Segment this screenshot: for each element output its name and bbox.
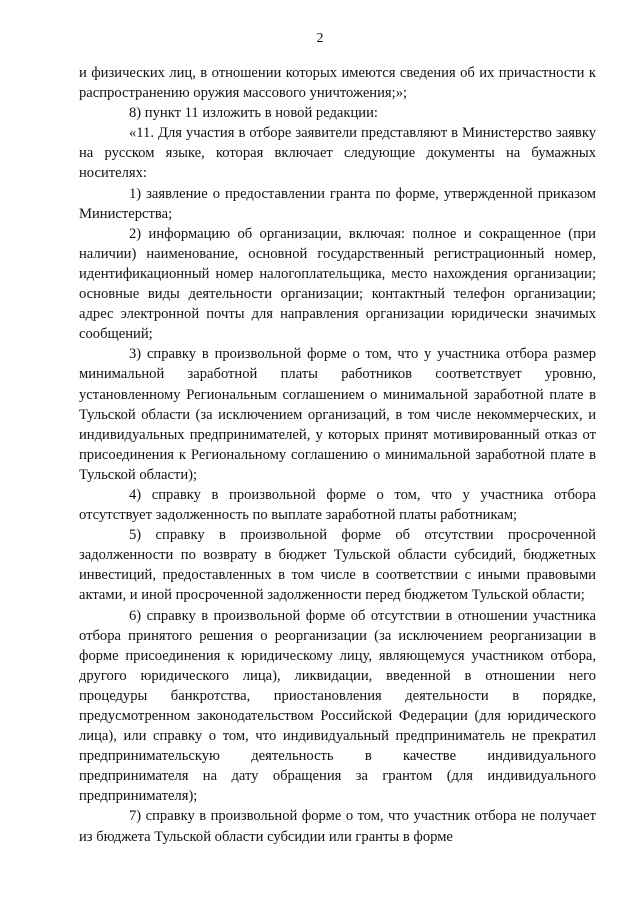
- paragraph-subitem-3: 3) справку в произвольной форме о том, что у участника отбора размер минимальной заработной платы работников соответствует уровню, установленному Региональным соглашением о минимальной заработной плате в Тульской области (за исключением организаций, в том числе некоммерческих, и индивидуальных предпринимателей, у которых принят мотивированный отказ от присоединения к Региональному соглашению о минимальной заработной плате в Тульской области);: [79, 346, 596, 483]
- paragraph-subitem-4: 4) справку в произвольной форме о том, что у участника отбора отсутствует задолженность по выплате заработной платы работникам;: [79, 486, 596, 524]
- paragraph-subitem-5: 5) справку в произвольной форме об отсутствии просроченной задолженности по возврату в бюджет Тульской области субсидий, бюджетных инвестиций, предоставленных в том числе в соответствии с иными правовыми актами, и иной просроченной задолженности перед бюджетом Тульской области;: [79, 527, 596, 604]
- paragraph-item-8: 8) пункт 11 изложить в новой редакции:: [129, 105, 378, 122]
- paragraph-subitem-2: 2) информацию об организации, включая: полное и сокращенное (при наличии) наименование, основной государственный регистрационный номер, идентификационный номер налогоплательщика, место нахождения организации; основные виды деятельности организации; контактный телефон организации; адрес электронной почты для направления организации юридически значимых сообщений;: [79, 225, 596, 343]
- page-number: 2: [316, 31, 324, 46]
- paragraph-subitem-6: 6) справку в произвольной форме об отсутствии в отношении участника отбора принятого решения о реорганизации (за исключением реорганизации в форме присоединения к юридическому лицу, являющемуся участником отбора, другого юридического лица), ликвидации, введенной в отношении него процедуры банкротства, приостановления деятельности в порядке, предусмотренном законодательством Российской Федерации (для юридического лица), или справку о том, что индивидуальный предприниматель не прекратил предпринимательскую деятельность в качестве индивидуального предпринимателя на дату обращения за грантом (для индивидуального предпринимателя);: [79, 607, 596, 805]
- paragraph-subitem-1: 1) заявление о предоставлении гранта по форме, утвержденной приказом Министерства;: [79, 185, 596, 222]
- document-body: [79, 63, 596, 847]
- paragraph-clause-11: «11. Для участия в отборе заявители представляют в Министерство заявку на русском языке, которая включает следующие документы на бумажных носителях:: [79, 125, 596, 182]
- paragraph-continuation: и физических лиц, в отношении которых имеются сведения об их причастности к распространению оружия массового уничтожения;»;: [79, 65, 596, 102]
- paragraph-subitem-7: 7) справку в произвольной форме о том, что участник отбора не получает из бюджета Тульской области субсидии или гранты в форме: [79, 808, 596, 845]
